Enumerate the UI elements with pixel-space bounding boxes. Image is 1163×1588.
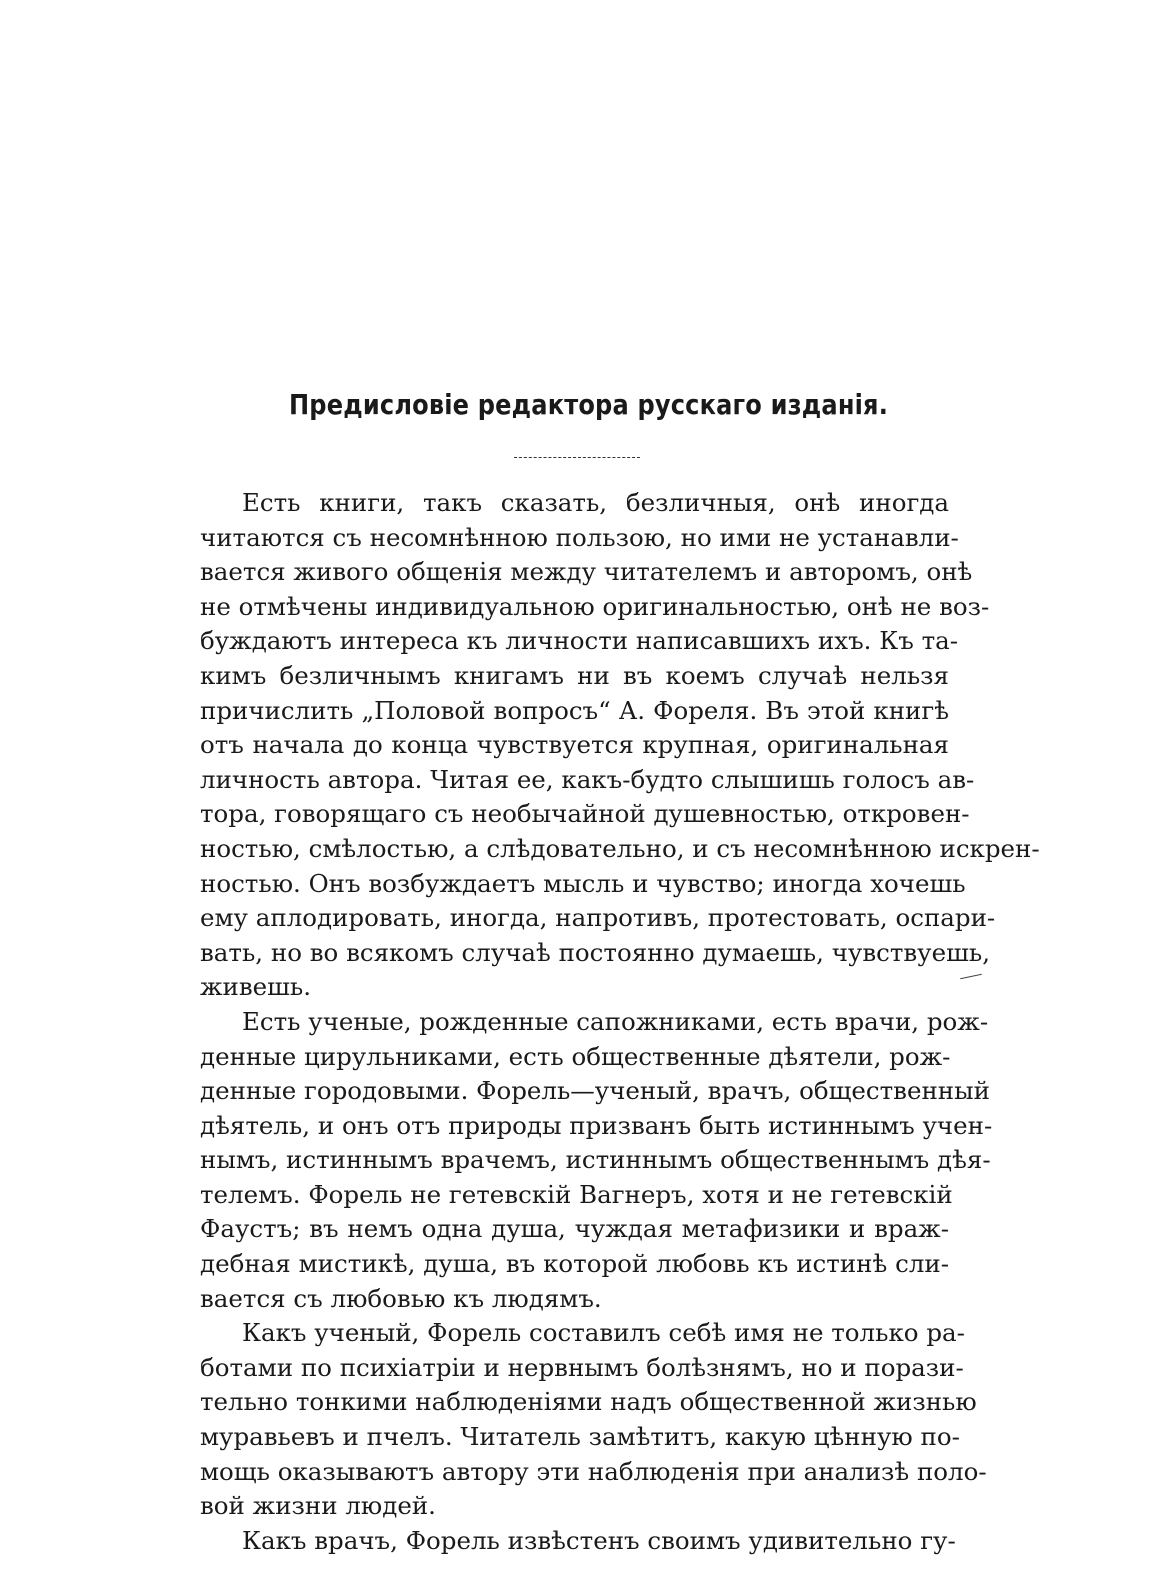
text-line: дѣятель, и онъ отъ природы призванъ быть истиннымъ учен-: [200, 1110, 993, 1140]
text-line: личность автора. Читая ее, какъ-будто слышишь голосъ ав-: [200, 764, 975, 794]
text-line: денные городовыми. Форель—ученый, врачъ, общественный: [200, 1076, 990, 1106]
text-line: Есть ученые, рожденные сапожниками, есть врачи, рож-: [242, 1006, 989, 1036]
text-line: Какъ врачъ, Форель извѣстенъ своимъ удивительно гу-: [242, 1525, 956, 1555]
text-line: вой жизни людей.: [200, 1491, 436, 1521]
text-line: читаются съ несомнѣнною пользою, но ими не устанавли-: [200, 522, 959, 552]
paragraph: [200, 486, 1040, 1005]
text-line: кимъ безличнымъ книгамъ ни въ коемъ случаѣ нельзя: [200, 660, 949, 690]
text-line: Есть книги, такъ сказать, безличныя, онѣ иногда: [242, 488, 949, 517]
text-line: живешь.: [200, 972, 312, 1002]
text-line: отъ начала до конца чувствуется крупная, оригинальная: [200, 730, 949, 760]
text-line: муравьевъ и пчелъ. Читатель замѣтитъ, какую цѣнную по-: [200, 1422, 960, 1452]
text-line: дебная мистикѣ, душа, въ которой любовь къ истинѣ сли-: [200, 1249, 949, 1279]
text-line: ностью. Онъ возбуждаетъ мысль и чувство; иногда хочешь: [200, 868, 966, 898]
text-line: тора, говорящаго съ необычайной душевностью, откровен-: [200, 799, 970, 829]
text-line: денные цирульниками, есть общественные дѣятели, рож-: [200, 1041, 951, 1071]
text-line: тельно тонкими наблюденіями надъ общественной жизнью: [200, 1387, 977, 1417]
text-line: нымъ, истиннымъ врачемъ, истиннымъ общественнымъ дѣя-: [200, 1145, 991, 1175]
text-line: ему аплодировать, иногда, напротивъ, протестовать, оспари-: [200, 903, 996, 933]
paragraph: [200, 1005, 993, 1316]
text-line: вать, но во всякомъ случаѣ постоянно думаешь, чувствуешь,: [200, 937, 991, 967]
margin-mark: [960, 974, 982, 980]
text-line: Какъ ученый, Форель составилъ себѣ имя не только ра-: [242, 1318, 965, 1348]
paragraph: [200, 1524, 956, 1559]
text-line: мощь оказываютъ автору эти наблюденія при анализѣ поло-: [200, 1456, 987, 1486]
text-line: ностью, смѣлостью, а слѣдовательно, и съ несомнѣнною искрен-: [200, 833, 1040, 863]
text-line: вается живого общенія между читателемъ и авторомъ, онѣ: [200, 557, 973, 587]
text-line: причислить „Половой вопросъ“ А. Фореля. Въ этой книгѣ: [200, 695, 949, 725]
text-line: буждаютъ интереса къ личности написавшихъ ихъ. Къ та-: [200, 626, 959, 656]
body-text: [200, 486, 1040, 1558]
text-line: вается съ любовью къ людямъ.: [200, 1283, 602, 1313]
text-line: ботами по психіатріи и нервнымъ болѣзнямъ, но и порази-: [200, 1352, 964, 1382]
text-line: Фаустъ; въ немъ одна душа, чуждая метафизики и враж-: [200, 1214, 949, 1244]
decorative-rule: [514, 457, 640, 458]
text-line: телемъ. Форель не гетевскій Вагнеръ, хотя и не гетевскій: [200, 1179, 953, 1209]
paragraph: [200, 1316, 987, 1524]
page-heading: Предисловіе редактора русскаго изданія.: [288, 388, 889, 421]
text-line: не отмѣчены индивидуальною оригинальностью, онѣ не воз-: [200, 591, 990, 621]
